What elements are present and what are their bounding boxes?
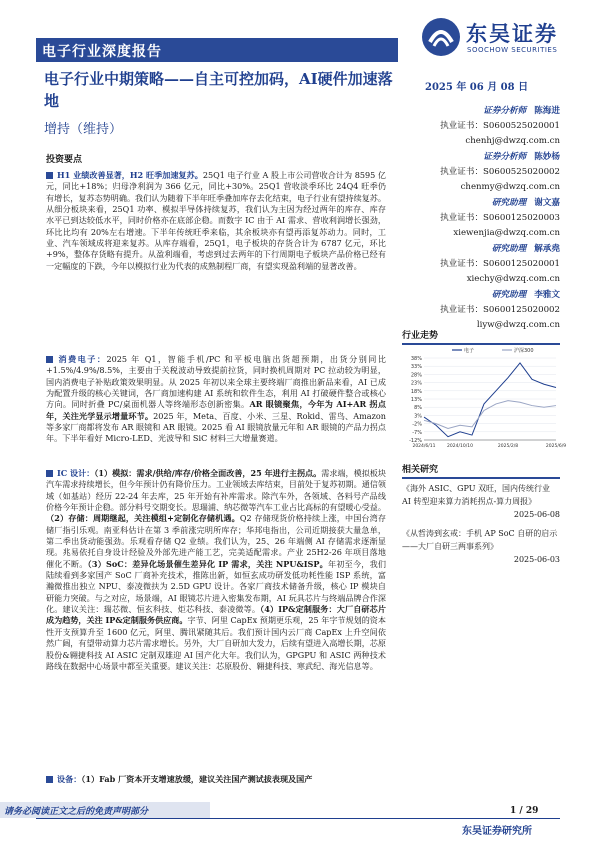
- analyst-list: [384, 104, 560, 334]
- report-type-label: 电子行业深度报告: [42, 44, 162, 60]
- analyst-role: 证券分析师: [483, 152, 527, 162]
- analyst-entry: [384, 150, 560, 195]
- bullet-icon: [46, 356, 53, 363]
- disclaimer-banner: [0, 802, 210, 818]
- analyst-entry: [384, 196, 560, 241]
- paragraph-consumer: [46, 354, 386, 445]
- analyst-entry: [384, 104, 560, 149]
- analyst-license: 执业证书：S0600125020002: [440, 305, 560, 315]
- paragraph-text: 字节、阿里 CapEx 预期更乐观，25 年字节规划的资本性开支预算升至 1600 亿元，阿里、腾讯紧随其后。我们预计国内云厂商 CapEx 上升空间依然广阔，有望带动算力芯片需求增长。另外，大厂自研加大发力，后续有望进入高增长期，芯原股份&翱捷科技 AI ASIC 定制双雄迎 AI 国产化大年。我们认为，GPGPU 和 ASIC 两种技术路线在数据中心场景中都至关重要。建议关注：芯原股份、翱捷科技、寒武纪、海光信息等。: [46, 615, 387, 671]
- x-tick-label: 2025/2/8: [497, 444, 519, 449]
- analyst-email[interactable]: chenmy@dwzq.com.cn: [460, 182, 560, 192]
- paragraph-performance: [46, 170, 386, 272]
- analyst-email[interactable]: liyw@dwzq.com.cn: [476, 320, 560, 330]
- trend-chart: [402, 344, 567, 454]
- analyst-license: 执业证书：S0600125020003: [440, 213, 560, 223]
- related-label: 相关研究: [402, 462, 560, 479]
- paragraph-text: 需求端，模拟板块汽车需求持续增长，但今年预计仍有降价压力。工业领域去库结束，目前处于复苏初期。通信领域（如基站）经历 22-24 年去库，25 年开始有补库需求。除汽车外，各领域、各料号产品线价格今年预计企稳。部分料号交期变长。思瑞浦、纳芯微等汽车工业占比高标的有望暖心受益。: [46, 468, 386, 513]
- analyst-license: 执业证书：S0600525020001: [440, 121, 560, 131]
- analyst-entry: [384, 288, 560, 333]
- related-list: [402, 482, 560, 572]
- analyst-name: 陈妙杨: [534, 152, 560, 162]
- y-tick-label: 3%: [414, 413, 422, 420]
- footer-company: 东吴证券研究所: [462, 826, 532, 837]
- y-tick-label: 8%: [414, 405, 422, 412]
- paragraph-bold: （1）Fab 厂资本开支增速放缓，建议关注国产测试拔表现及国产: [81, 774, 313, 784]
- report-title: 电子行业中期策略——自主可控加码，AI硬件加速落地: [44, 70, 393, 110]
- paragraph-bold: （4）IP&定制服务：大厂自研芯片成为趋势，关注 IP&定制服务供应商。: [46, 604, 386, 626]
- logo-text-cn: 东吴证券: [466, 22, 558, 46]
- paragraph-text: 2025 年 Q1，智能手机/PC 和平板电脑出货超预期，出货分别同比+1.5%/4.9%/8.5%，主要由于关税波动导致提前拉货，同时换机周期对 PC 拉动较为明显，国内消费电子补贴政策效果明显。从 2025 年初以来全球主要终端厂商推出新品来看，AI 已成为配置升级的核心关键词，各厂商加速构建 AI 系统和软件生态，利用 AI 打破硬件整合或核心方向。同时折叠 PC/桌面机器人等终端形态创新密集。: [46, 354, 386, 410]
- y-tick-label: 13%: [410, 397, 422, 403]
- x-tick-label: 2025/6/9: [545, 444, 567, 449]
- y-tick-label: -2%: [412, 421, 422, 428]
- logo-text-en: SOOCHOW SECURITIES: [467, 46, 558, 54]
- paragraph-text: 年初至今，我们陆续看到多家国产 SoC 厂商补充技术，推陈出新，如恒玄成功研发低功耗性能 ISP 系统，富瀚微推出独立 NPU、泰凌微扶为 2.5D GPU 设计。各家厂商技术储备升级，核心 IP 模块自研能力突破。与之对应，场景端，AI 眼镜芯片进入密集发布期，AI 玩具芯片与终端品牌合作深化。建议关注：瑞芯微、恒玄科技、炬芯科技、泰凌微等。: [46, 558, 386, 615]
- analyst-role: 研究助理: [491, 290, 527, 300]
- analyst-email[interactable]: xiewenjia@dwzq.com.cn: [453, 228, 560, 238]
- legend-label: 沪深300: [514, 348, 534, 354]
- company-logo: [420, 16, 560, 60]
- y-tick-label: 33%: [410, 364, 422, 371]
- paragraph-bold: AR 眼镜聚焦，今年为 AI+AR 拐点年，关注光学显示增量环节。: [46, 399, 386, 421]
- y-tick-label: -12%: [409, 438, 422, 444]
- paragraph-bold: （1）模拟：需求/供给/库存/价格全面改善，25 年进行主拐点。: [94, 468, 322, 478]
- page-number: 1 / 29: [510, 806, 539, 816]
- bullet-icon: [46, 172, 53, 179]
- paragraph-text: 2025 年，Meta、百度、小米、三星、Rokid、雷鸟、Amazon 等多家厂商都将发布 AR 眼镜和 AR 眼镜。2025 看 AI 眼镜放量元年和 AR 眼镜的产品力拐点年。下半年看好 Micro-LED、光波导和 SiC 材料三大增量赛道。: [46, 410, 386, 444]
- related-title[interactable]: 《从哲涛到玄戒：手机 AP SoC 自研的启示——大厂自研三两事系列》: [402, 529, 558, 551]
- y-tick-label: -7%: [412, 429, 422, 436]
- report-type-banner: [36, 38, 398, 62]
- bullet-icon: [46, 776, 53, 783]
- analyst-name: 陈海进: [534, 106, 560, 116]
- paragraph-ic-design: [46, 468, 386, 672]
- x-tick-label: 2024/6/11: [412, 444, 436, 449]
- disclaimer-text: 请务必阅读正文之后的免责声明部分: [4, 807, 149, 817]
- analyst-name: 解承堯: [534, 244, 560, 254]
- paragraph-lead: H1 业绩改善显著，H2 旺季加速复苏。: [57, 170, 203, 180]
- related-date: 2025-06-03: [513, 555, 560, 564]
- rating: 增持（维持）: [44, 122, 123, 137]
- paragraph-lead: 设备：: [57, 774, 82, 784]
- analyst-license: 执业证书：S0600525020002: [440, 167, 560, 177]
- paragraph-text: 25Q1 电子行业 A 股上市公司营收合计为 8595 亿元，同比+18%；归母净利润为 366 亿元，同比+30%。25Q1 营收淡季环比 24Q4 旺季仍有增长，复苏态势明确。我们认为随着下半年旺季叠加库存去化结束，电子行业有望持续复苏。从细分板块来看，25Q1 功率、模拟半导体持续复苏，我们认为主因为经过两年的库存、库存水平已到达较低水平，同时价格亦在底部企稳。而数字 IC 由于 AI 需求、营收利润增长强劲，环比比均有 20%左右增速。下半年传统旺季来临，其余板块亦有望再添复苏动力。同时，工业、汽车领域成将迎来复苏。从库存端看，25Q1，电子板块的存货合计为 6787 亿元，环比+9%，整体存货略有提升。从盈利端看，考虑到过去两年的下行周期电子板块产品价格已经有一定幅度的下跌，今年以模拟行业为代表的成熟制程厂商，有望实现盈利端的显著改善。: [46, 170, 386, 271]
- legend-label: 电子: [464, 348, 475, 354]
- paragraph-lead: IC 设计：: [57, 468, 95, 478]
- x-tick-label: 2024/10/10: [447, 444, 473, 449]
- paragraph-bold: （3）SoC：差异化场景催生差异化 IP 需求，关注 NPU&ISP。: [87, 558, 329, 569]
- analyst-role: 研究助理: [491, 198, 527, 208]
- footer-divider: [36, 818, 560, 819]
- analyst-email[interactable]: chenhj@dwzq.com.cn: [465, 136, 560, 146]
- report-date: 2025 年 06 月 08 日: [425, 82, 529, 93]
- analyst-role: 证券分析师: [483, 106, 527, 116]
- paragraph-bold: （2）存储：周期继起，关注模组+定制化存储机遇。: [46, 513, 240, 524]
- series-line-0: [424, 363, 556, 437]
- series-line-1: [424, 401, 556, 429]
- analyst-license: 执业证书：S0600125020001: [440, 259, 560, 269]
- y-tick-label: 38%: [410, 356, 422, 362]
- trend-label: 行业走势: [402, 328, 560, 345]
- analyst-email[interactable]: xiechy@dwzq.com.cn: [466, 274, 560, 284]
- y-tick-label: 28%: [410, 372, 422, 379]
- logo-icon: [420, 16, 462, 58]
- paragraph-lead: 消费电子：: [57, 354, 107, 364]
- analyst-entry: [384, 242, 560, 287]
- paragraph-equipment: [46, 774, 386, 785]
- related-date: 2025-06-08: [513, 510, 560, 519]
- y-tick-label: 23%: [410, 380, 422, 387]
- paragraph-text: Q2 存储现货价格持续上涨，中国台湾存储厂指引乐观。南亚科估计在第 3 季前涨完明所库存；华邦电指出，公司近期接获大量急单，第二季出货动能强劲。乐观看存储 Q2 业绩。我们认为，25、26 年端侧 AI 存储需求逐渐显现。兆易依托自身设计经验及外部先进产能工艺，完美适配需求。产业 25H2-26 年项目落地催化不断。: [46, 513, 386, 569]
- y-tick-label: 18%: [410, 388, 422, 395]
- section-heading: 投资要点: [46, 155, 83, 165]
- bullet-icon: [46, 470, 53, 477]
- analyst-name: 谢文嘉: [534, 198, 560, 208]
- analyst-role: 研究助理: [491, 244, 527, 254]
- analyst-name: 李雅文: [534, 290, 560, 300]
- related-title[interactable]: 《海外 ASIC、GPU 双旺，国内传统行业 AI 转型迎来算力消耗拐点-算力周报》: [402, 484, 550, 506]
